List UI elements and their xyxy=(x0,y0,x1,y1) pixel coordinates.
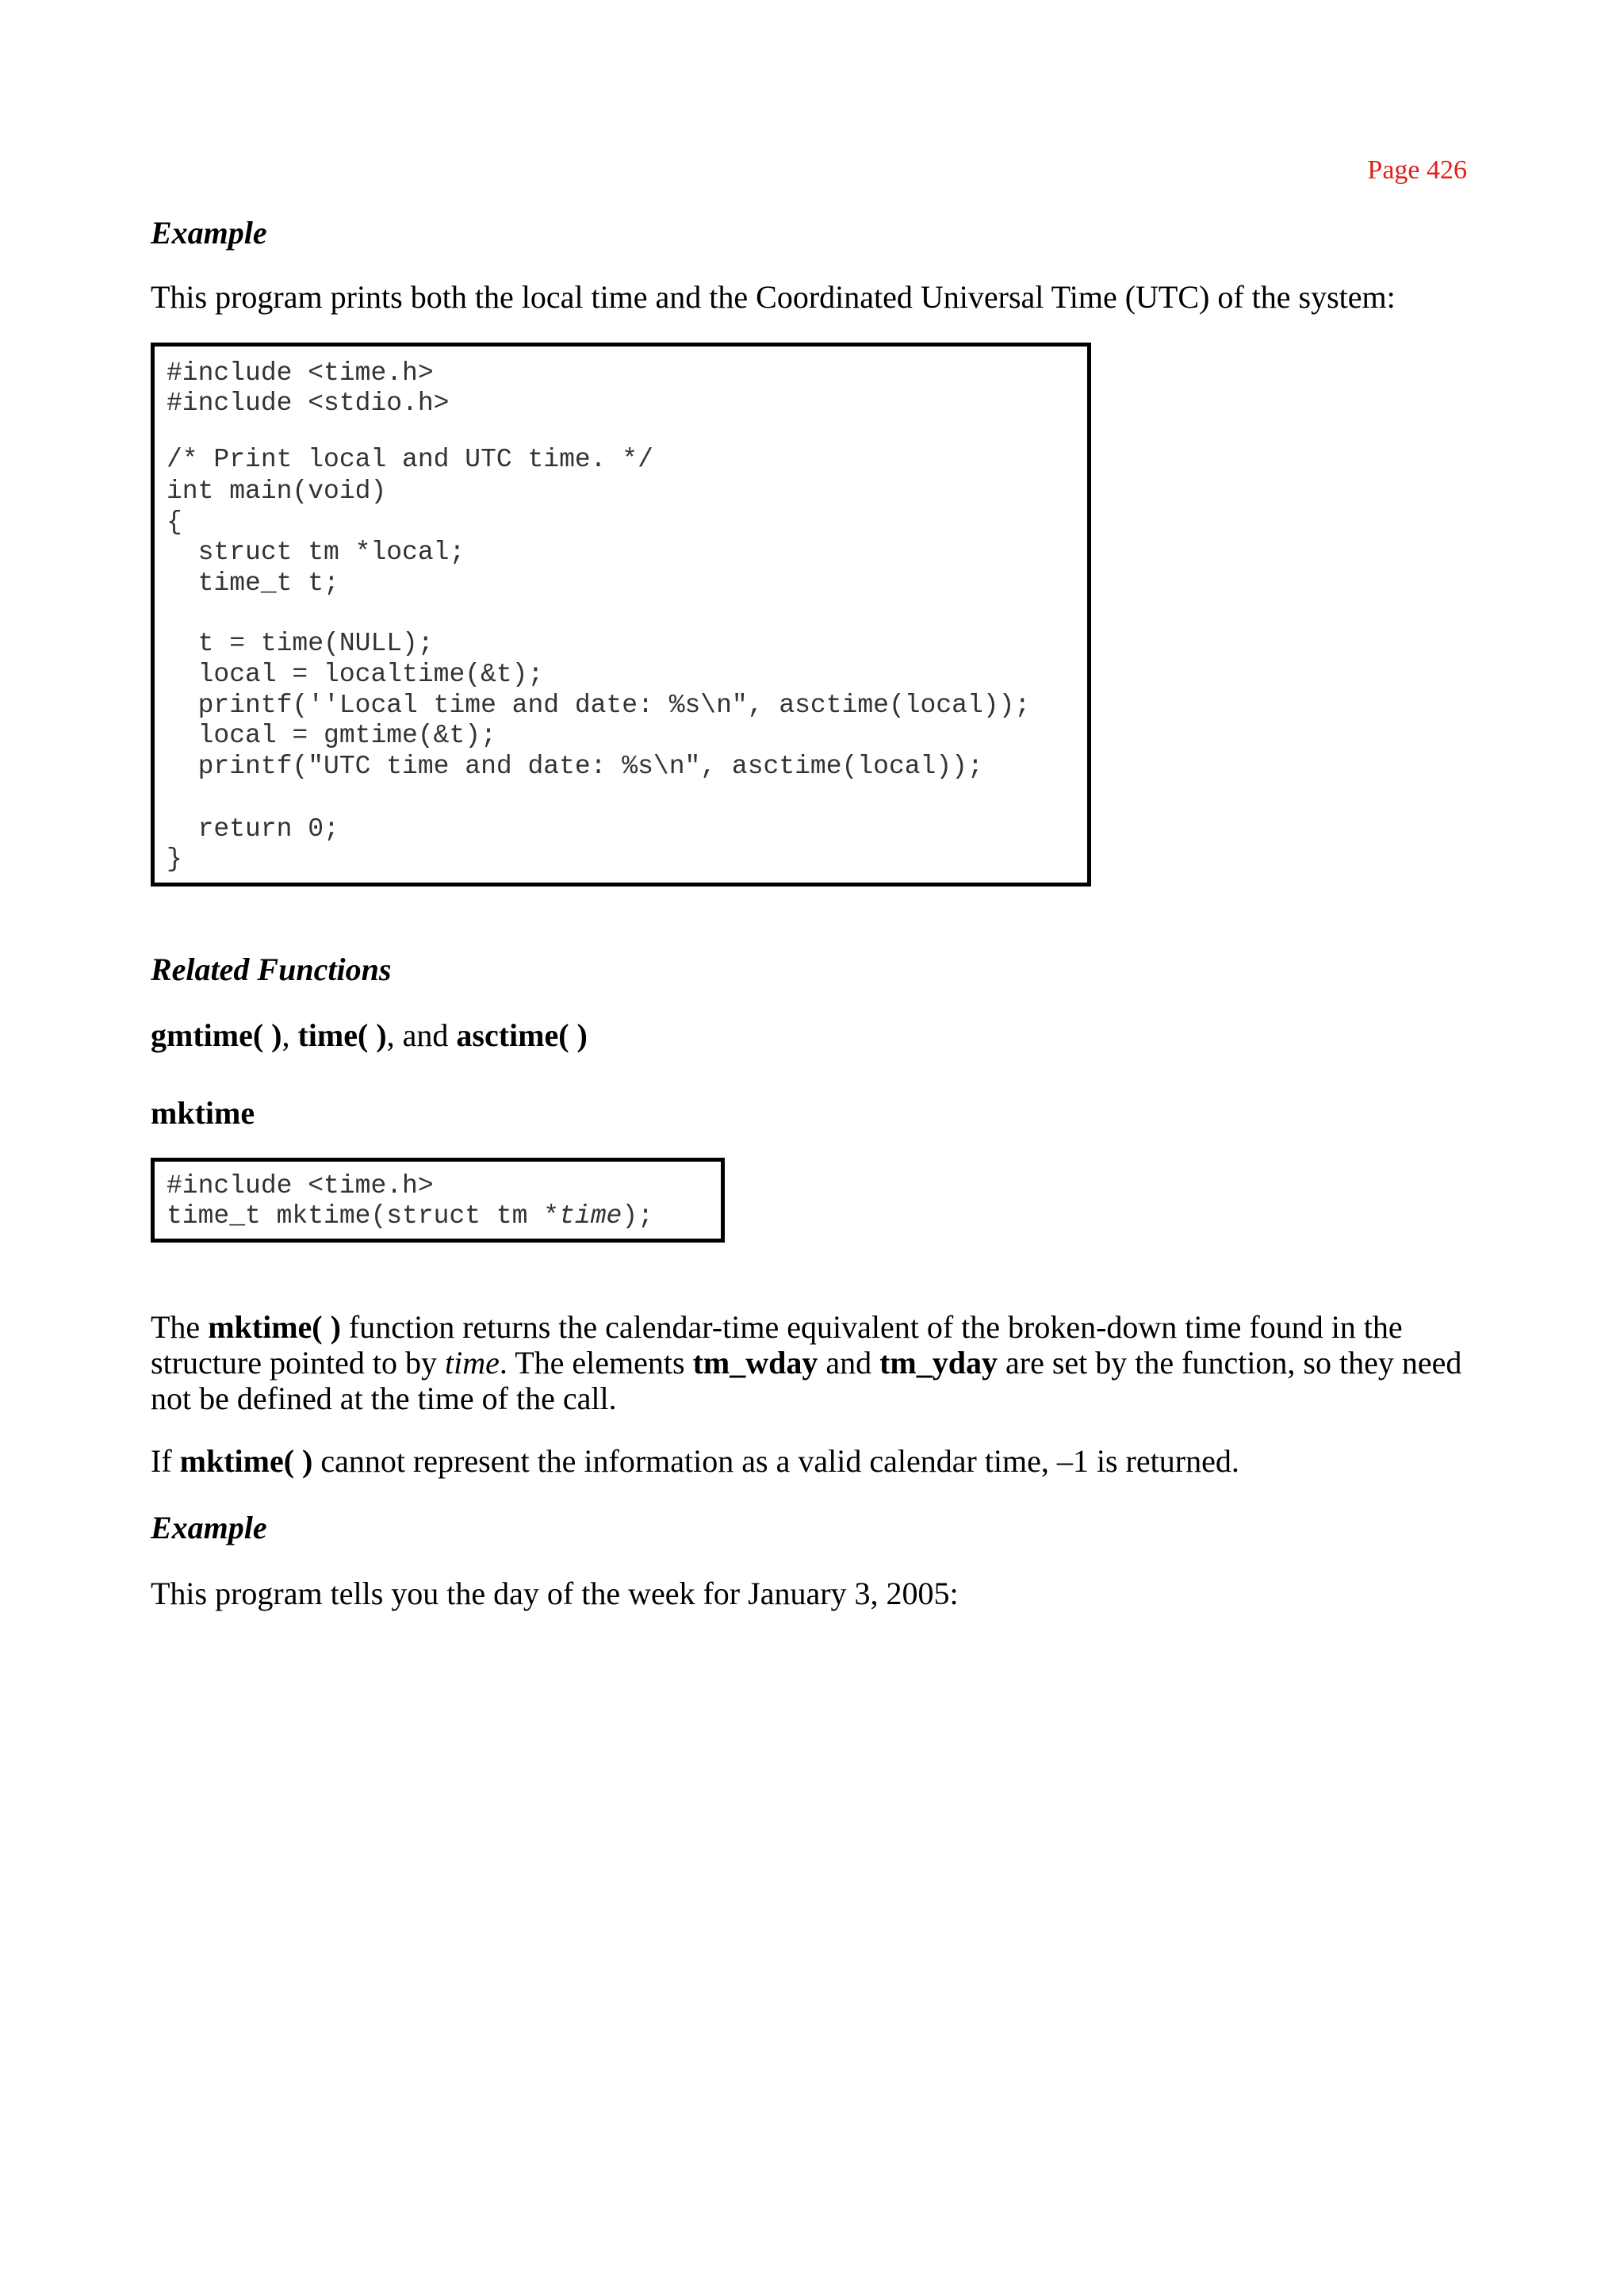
prototype-param: time xyxy=(559,1201,622,1231)
code-line: printf(''Local time and date: %s\n", asctime(local)); xyxy=(167,691,1031,720)
example-intro-2: This program tells you the day of the week for January 3, 2005: xyxy=(151,1576,959,1611)
code-line: int main(void) xyxy=(167,477,387,506)
description-text: If xyxy=(151,1443,180,1479)
description-param: time xyxy=(445,1345,500,1381)
example-intro: This program prints both the local time and the Coordinated Universal Time (UTC) of the system: xyxy=(151,279,1396,315)
description-text: are set by the function, so they need not be defined at the time of the call. xyxy=(151,1345,1462,1416)
related-function-asctime: asctime( ) xyxy=(456,1017,588,1053)
description-text: cannot represent the information as a valid calendar time, –1 is returned. xyxy=(312,1443,1239,1479)
description-term: mktime( ) xyxy=(179,1443,313,1479)
mktime-failure-note xyxy=(151,1443,1483,1479)
related-functions-heading: Related Functions xyxy=(151,952,392,987)
description-text: The xyxy=(151,1309,209,1345)
code-line: local = localtime(&t); xyxy=(167,660,544,689)
related-functions-list xyxy=(151,1017,1483,1053)
code-line: printf("UTC time and date: %s\n", asctime(local)); xyxy=(167,752,983,781)
code-line: time_t t; xyxy=(167,569,339,598)
description-term: mktime( ) xyxy=(208,1309,341,1345)
code-line: #include <stdio.h> xyxy=(167,389,450,418)
description-term: tm_wday xyxy=(692,1345,818,1381)
mktime-description xyxy=(151,1309,1483,1416)
prototype-text: ); xyxy=(622,1201,653,1231)
related-separator: , xyxy=(282,1017,298,1053)
page-number: Page 426 xyxy=(1367,155,1467,185)
prototype-text: time_t mktime(struct tm * xyxy=(167,1201,560,1231)
code-line: #include <time.h> xyxy=(167,1171,434,1201)
example-heading-2: Example xyxy=(151,1510,267,1545)
related-function-gmtime: gmtime( ) xyxy=(151,1017,282,1053)
description-term: tm_yday xyxy=(879,1345,998,1381)
code-line: struct tm *local; xyxy=(167,538,465,567)
description-text: . The elements xyxy=(499,1345,693,1381)
code-line: return 0; xyxy=(167,814,339,844)
code-line: #include <time.h> xyxy=(167,358,434,388)
code-line: local = gmtime(&t); xyxy=(167,721,496,750)
code-line xyxy=(167,1201,653,1231)
description-text: and xyxy=(818,1345,880,1381)
code-line: t = time(NULL); xyxy=(167,629,434,658)
related-separator: , and xyxy=(386,1017,457,1053)
code-line: { xyxy=(167,507,182,537)
example-heading: Example xyxy=(151,215,267,251)
code-block-prototype xyxy=(151,1158,725,1243)
code-line: /* Print local and UTC time. */ xyxy=(167,445,653,474)
code-line: } xyxy=(167,844,182,874)
mktime-heading: mktime xyxy=(151,1095,255,1131)
related-function-time: time( ) xyxy=(297,1017,387,1053)
description-text: function returns the calendar-time equivalent of the broken-down time found in the structure pointed to by xyxy=(151,1309,1403,1381)
code-block-example xyxy=(151,343,1091,887)
